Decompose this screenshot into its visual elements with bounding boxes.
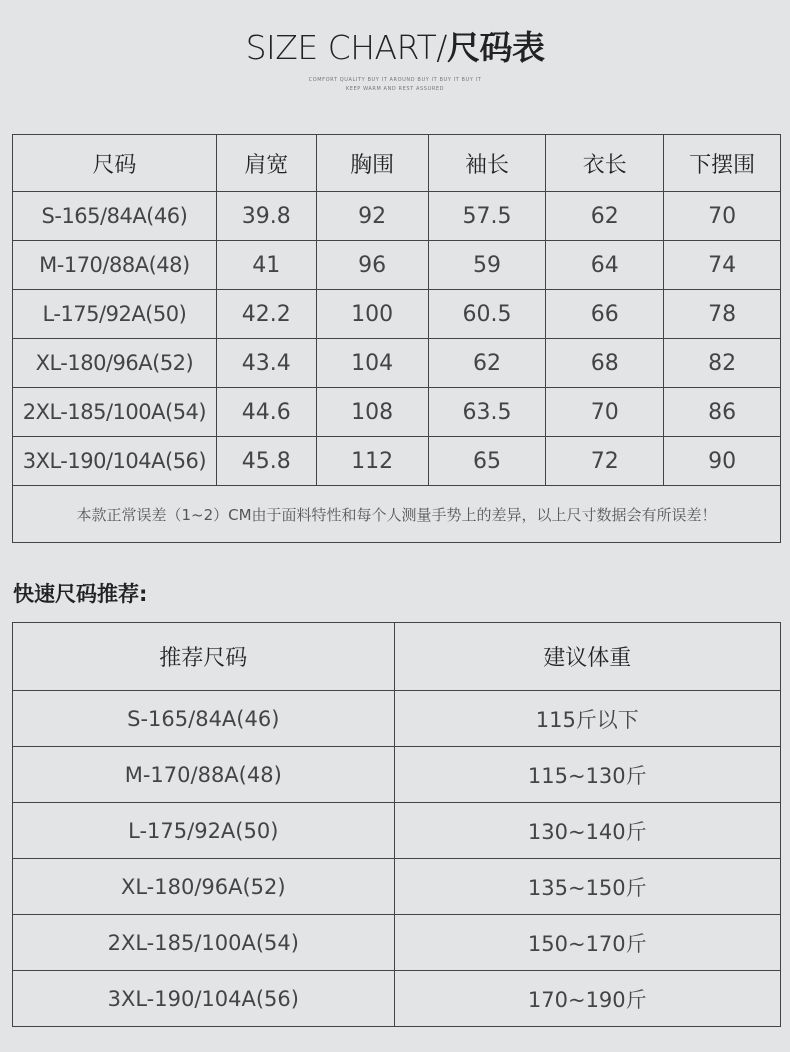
table-row — [13, 747, 781, 803]
title-chinese: 尺码表 — [446, 28, 545, 67]
length-cell: 72 — [546, 437, 664, 486]
size-chart-table — [12, 134, 781, 543]
measurement-note: 本款正常误差（1~2）CM由于面料特性和每个人测量手势上的差异，以上尺寸数据会有所误差！ — [13, 486, 781, 543]
size-cell: 2XL-185/100A(54) — [13, 388, 217, 437]
weight-cell: 135~150斤 — [394, 859, 780, 915]
column-header-size: 尺码 — [13, 135, 217, 192]
shoulder-cell: 43.4 — [216, 339, 316, 388]
column-header-recommended-size: 推荐尺码 — [13, 623, 395, 691]
sleeve-cell: 63.5 — [428, 388, 546, 437]
length-cell: 70 — [546, 388, 664, 437]
column-header-length: 衣长 — [546, 135, 664, 192]
hem-cell: 90 — [664, 437, 781, 486]
page-title — [0, 28, 790, 68]
table-row — [13, 339, 781, 388]
size-cell: L-175/92A(50) — [13, 290, 217, 339]
column-header-hem: 下摆围 — [664, 135, 781, 192]
length-cell: 68 — [546, 339, 664, 388]
size-cell: XL-180/96A(52) — [13, 339, 217, 388]
shoulder-cell: 39.8 — [216, 192, 316, 241]
hem-cell: 78 — [664, 290, 781, 339]
tagline-line-2: KEEP WARM AND REST ASSURED — [345, 86, 445, 92]
recommended-size-cell: L-175/92A(50) — [13, 803, 395, 859]
note-row — [13, 486, 781, 543]
recommended-size-cell: 2XL-185/100A(54) — [13, 915, 395, 971]
size-recommend-table — [12, 622, 781, 1027]
hem-cell: 86 — [664, 388, 781, 437]
recommended-size-cell: XL-180/96A(52) — [13, 859, 395, 915]
size-cell: S-165/84A(46) — [13, 192, 217, 241]
sleeve-cell: 60.5 — [428, 290, 546, 339]
shoulder-cell: 44.6 — [216, 388, 316, 437]
recommend-section-title: 快速尺码推荐: — [13, 582, 148, 606]
tagline — [0, 76, 790, 94]
tagline-line-1: COMFORT QUALITY BUY IT AROUND BUY IT BUY IT BUY IT — [308, 77, 482, 83]
length-cell: 66 — [546, 290, 664, 339]
hem-cell: 82 — [664, 339, 781, 388]
recommend-header-row — [13, 623, 781, 691]
column-header-shoulder: 肩宽 — [216, 135, 316, 192]
title-english: SIZE CHART/ — [245, 28, 447, 67]
weight-cell: 130~140斤 — [394, 803, 780, 859]
chest-cell: 112 — [316, 437, 428, 486]
recommended-size-cell: 3XL-190/104A(56) — [13, 971, 395, 1027]
table-row — [13, 241, 781, 290]
table-row — [13, 290, 781, 339]
shoulder-cell: 42.2 — [216, 290, 316, 339]
recommended-size-cell: M-170/88A(48) — [13, 747, 395, 803]
table-row — [13, 859, 781, 915]
weight-cell: 115~130斤 — [394, 747, 780, 803]
recommended-size-cell: S-165/84A(46) — [13, 691, 395, 747]
sleeve-cell: 62 — [428, 339, 546, 388]
size-cell: M-170/88A(48) — [13, 241, 217, 290]
table-row — [13, 388, 781, 437]
column-header-chest: 胸围 — [316, 135, 428, 192]
table-row — [13, 437, 781, 486]
weight-cell: 170~190斤 — [394, 971, 780, 1027]
sleeve-cell: 57.5 — [428, 192, 546, 241]
chest-cell: 92 — [316, 192, 428, 241]
size-cell: 3XL-190/104A(56) — [13, 437, 217, 486]
weight-cell: 115斤以下 — [394, 691, 780, 747]
table-row — [13, 803, 781, 859]
chest-cell: 100 — [316, 290, 428, 339]
column-header-sleeve: 袖长 — [428, 135, 546, 192]
hem-cell: 70 — [664, 192, 781, 241]
sleeve-cell: 59 — [428, 241, 546, 290]
chest-cell: 104 — [316, 339, 428, 388]
table-row — [13, 915, 781, 971]
table-row — [13, 691, 781, 747]
shoulder-cell: 41 — [216, 241, 316, 290]
column-header-suggested-weight: 建议体重 — [394, 623, 780, 691]
chest-cell: 108 — [316, 388, 428, 437]
table-row — [13, 971, 781, 1027]
length-cell: 64 — [546, 241, 664, 290]
table-row — [13, 192, 781, 241]
sleeve-cell: 65 — [428, 437, 546, 486]
size-table-header-row — [13, 135, 781, 192]
shoulder-cell: 45.8 — [216, 437, 316, 486]
hem-cell: 74 — [664, 241, 781, 290]
chest-cell: 96 — [316, 241, 428, 290]
page-header — [0, 28, 790, 94]
length-cell: 62 — [546, 192, 664, 241]
weight-cell: 150~170斤 — [394, 915, 780, 971]
